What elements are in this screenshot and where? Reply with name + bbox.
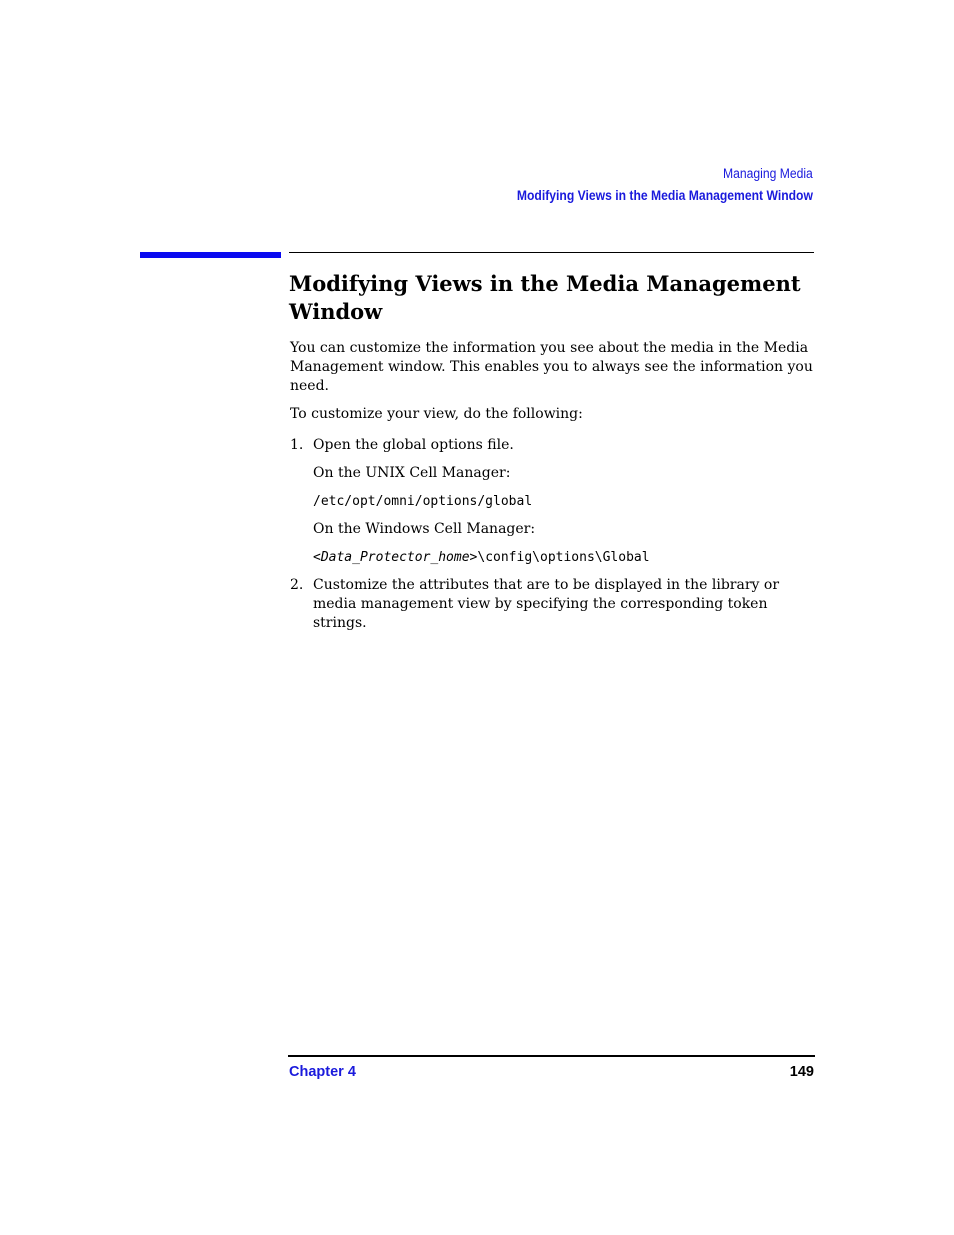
step-2-text: Customize the attributes that are to be displayed in the library or media management view by specifying the corresponding token strings. [313, 577, 780, 631]
windows-path-variable: <Data_Protector_home> [313, 550, 478, 565]
step-1-text: Open the global options file. [313, 437, 514, 453]
windows-path-rest: \config\options\Global [477, 550, 650, 565]
top-rule [289, 252, 814, 253]
lead-in-paragraph: To customize your view, do the following: [290, 406, 583, 422]
running-head-subsection: Modifying Views in the Media Management Window [516, 188, 813, 203]
unix-path: /etc/opt/omni/options/global [313, 494, 533, 509]
section-marker-bar [140, 252, 281, 258]
windows-path [313, 548, 650, 567]
footer-rule [288, 1055, 815, 1057]
windows-label: On the Windows Cell Manager: [313, 521, 536, 537]
running-head-section: Managing Media [723, 166, 813, 181]
step-1-number: 1. [290, 437, 304, 453]
unix-label: On the UNIX Cell Manager: [313, 465, 511, 481]
footer-chapter: Chapter 4 [289, 1064, 356, 1080]
step-2-number: 2. [290, 577, 304, 593]
intro-paragraph: You can customize the information you see about the media in the Media Management window. This enables you to always see the information you need. [290, 340, 813, 394]
page-title: Modifying Views in the Media Management Window [289, 271, 801, 324]
footer-page-number: 149 [789, 1064, 814, 1080]
